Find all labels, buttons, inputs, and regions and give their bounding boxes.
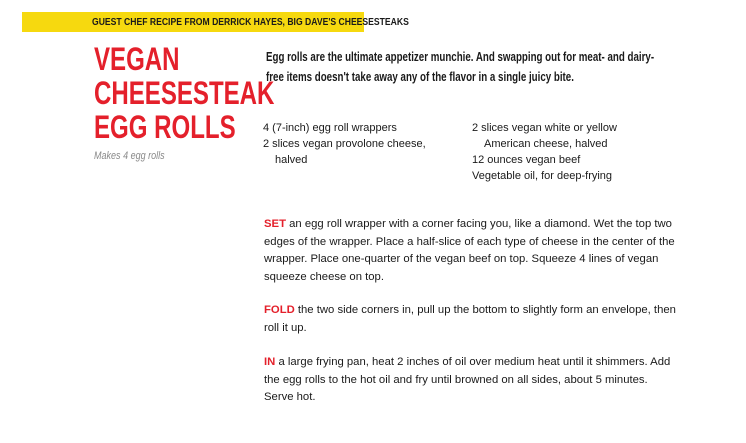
- recipe-title: [94, 42, 274, 144]
- ingredients-column-right: [472, 120, 672, 184]
- ingredient-text: Vegetable oil, for deep-frying: [472, 170, 613, 182]
- ingredient-item: [472, 168, 672, 184]
- ingredient-item: [263, 136, 463, 168]
- recipe-intro: Egg rolls are the ultimate appetizer munchie. And swapping out for meat- and dairy-free items doesn't take away any of the flavor in a single juicy bite.: [266, 50, 655, 84]
- step-text: a large frying pan, heat 2 inches of oil over medium heat until it shimmers. Add the egg rolls to the hot oil and fry until browned on all sides, about 5 minutes. Serve hot.: [264, 356, 671, 403]
- instruction-step: [264, 216, 679, 286]
- recipe-yield: Makes 4 egg rolls: [94, 150, 165, 162]
- instruction-step: [264, 302, 679, 337]
- step-text: the two side corners in, pull up the bottom to slightly form an envelope, then roll it up.: [264, 304, 676, 334]
- ingredient-text: 2 slices vegan white or yellow: [472, 122, 617, 134]
- ingredient-item: [472, 152, 672, 168]
- ingredient-item: [472, 120, 672, 152]
- ingredient-text-continued: American cheese, halved: [484, 138, 608, 150]
- title-line: VEGAN: [94, 41, 180, 77]
- ingredient-text: 2 slices vegan provolone cheese,: [263, 138, 426, 150]
- banner-text: GUEST CHEF RECIPE FROM DERRICK HAYES, BIG DAVE'S CHEESESTEAKS: [92, 16, 409, 28]
- ingredient-text: 4 (7-inch) egg roll wrappers: [263, 122, 397, 134]
- title-line: EGG ROLLS: [94, 109, 236, 145]
- ingredient-text: 12 ounces vegan beef: [472, 154, 581, 166]
- step-verb: IN: [264, 356, 276, 368]
- header-banner: [22, 12, 409, 32]
- step-text: an egg roll wrapper with a corner facing you, like a diamond. Wet the top two edges of the wrapper. Place a half-slice of each type of cheese in the center of the wrapper. Place one-quarter of the vegan beef on top. Squeeze 4 lines of vegan squeeze cheese on top.: [264, 218, 675, 283]
- instruction-step: [264, 354, 679, 407]
- step-verb: FOLD: [264, 304, 295, 316]
- ingredient-text-continued: halved: [275, 154, 308, 166]
- ingredient-item: [263, 120, 463, 136]
- title-line: CHEESESTEAK: [94, 75, 275, 111]
- step-verb: SET: [264, 218, 286, 230]
- ingredients-column-left: [263, 120, 463, 168]
